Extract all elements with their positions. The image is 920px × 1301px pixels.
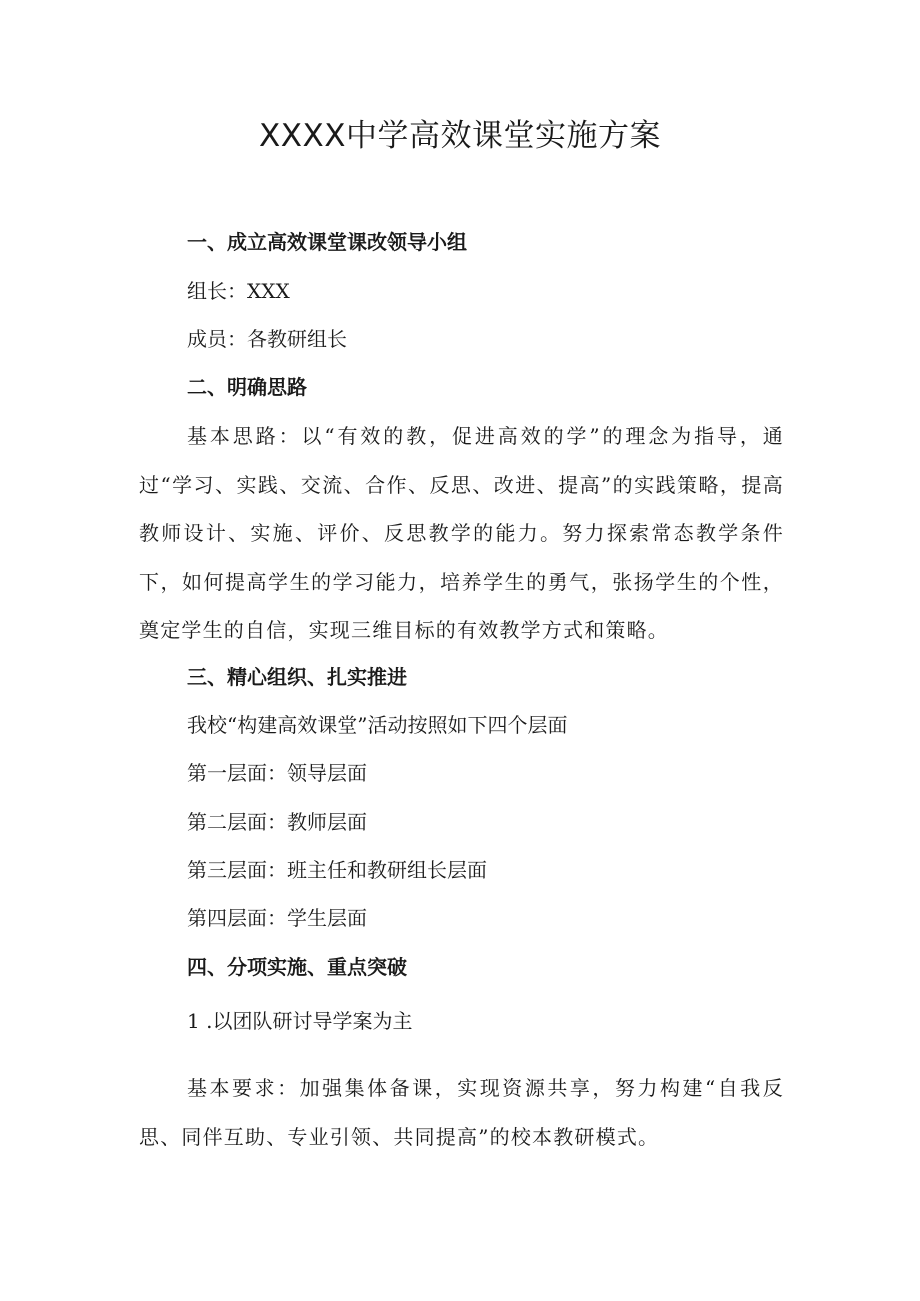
section-4-heading: 四、分项实施、重点突破 [187,955,407,979]
section-2-heading: 二、明确思路 [187,375,307,399]
level-item: 第四层面：学生层面 [187,906,367,930]
section-3-heading: 三、精心组织、扎实推进 [187,665,407,689]
subsection-1-heading: 1 .以团队研讨导学案为主 [187,1009,413,1033]
level-item: 第二层面：教师层面 [187,810,367,834]
document-title: XXXX中学高效课堂实施方案 [259,118,661,154]
basic-requirement-paragraph: 基本要求：加强集体备课，实现资源共享，努力构建“自我反思、同伴互助、专业引领、共同提高”的校本教研模式。 [139,1076,784,1149]
section-1-heading: 一、成立高效课堂课改领导小组 [187,230,467,254]
leader-line: 组长：XXX [187,279,290,303]
level-item: 第三层面：班主任和教研组长层面 [187,858,487,882]
level-item: 第一层面：领导层面 [187,761,367,785]
members-line: 成员：各教研组长 [187,327,347,351]
basic-approach-paragraph: 基本思路：以“有效的教，促进高效的学”的理念为指导，通过“学习、实践、交流、合作、反思、改进、提高”的实践策略，提高教师设计、实施、评价、反思教学的能力。努力探索常态教学条件下，如何提高学生的学习能力，培养学生的勇气，张扬学生的个性，奠定学生的自信，实现三维目标的有效教学方式和策略。 [139,424,784,642]
levels-intro: 我校“构建高效课堂”活动按照如下四个层面 [187,713,568,737]
